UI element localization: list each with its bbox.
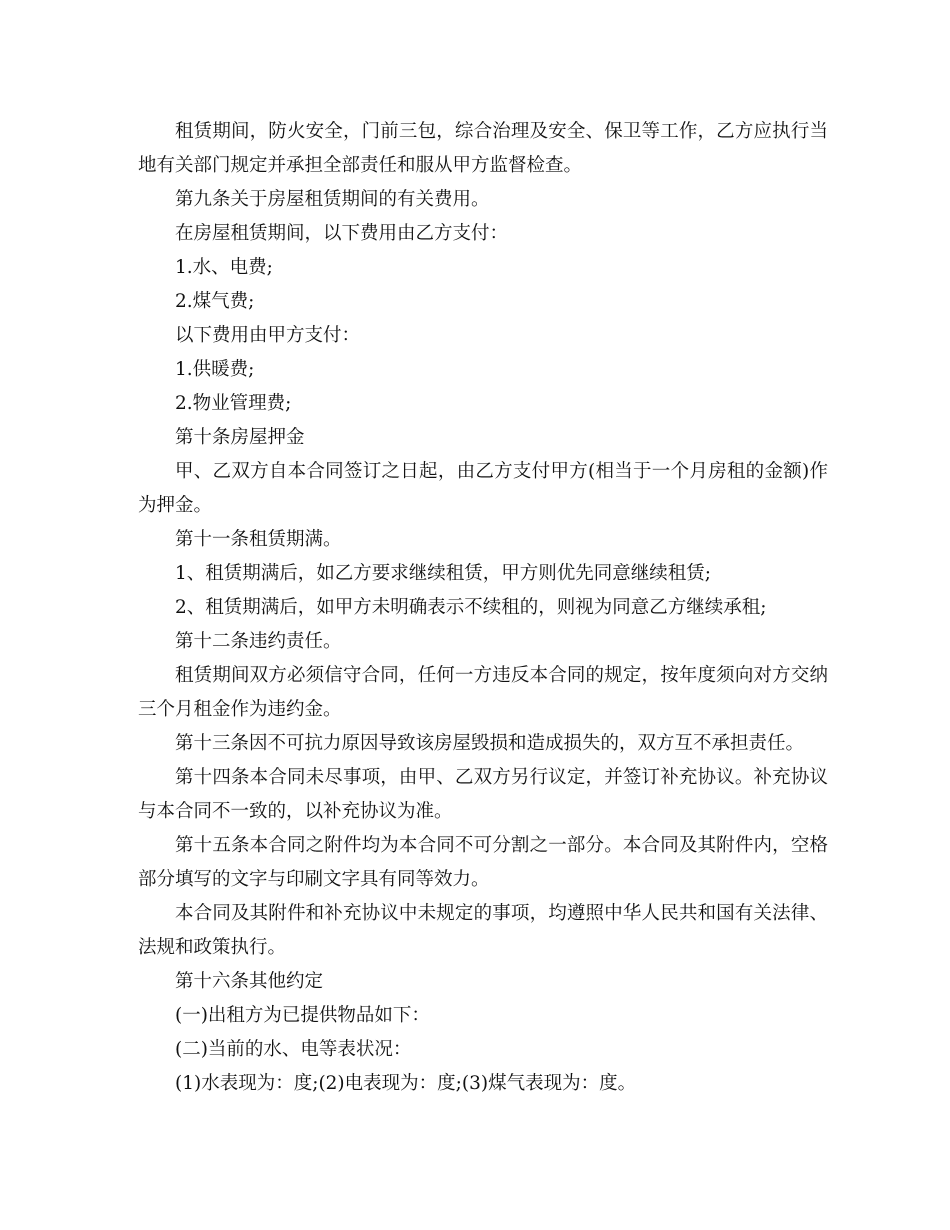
list-item: 2.煤气费; [175,291,255,312]
list-item: (一)出租方为已提供物品如下： [175,1005,430,1026]
paragraph: 本合同及其附件和补充协议中未规定的事项，均遵照中华人民共和国有关法律、法规和政策执行。 [138,903,828,958]
article-heading: 第十三条因不可抗力原因导致该房屋毁损和造成损失的，双方互不承担责任。 [175,733,805,754]
contract-body [138,115,828,1101]
list-item: 2.物业管理费; [175,393,292,414]
list-item: 1.水、电费; [175,257,273,278]
article-heading: 第十条房屋押金 [175,427,305,448]
paragraph: 以下费用由甲方支付： [175,325,361,346]
article-heading: 第十二条违约责任。 [175,631,342,652]
article-heading: 第十六条其他约定 [175,971,324,992]
paragraph: 甲、乙双方自本合同签订之日起，由乙方支付甲方(相当于一个月房租的金额)作为押金。 [138,461,828,516]
article-heading: 第十四条本合同未尽事项，由甲、乙双方另行议定，并签订补充协议。补充协议与本合同不一致的，以补充协议为准。 [138,767,828,822]
article-heading: 第十一条租赁期满。 [175,529,342,550]
paragraph: 租赁期间双方必须信守合同，任何一方违反本合同的规定，按年度须向对方交纳三个月租金作为违约金。 [138,665,828,720]
article-heading: 第九条关于房屋租赁期间的有关费用。 [175,189,490,210]
list-item: 1.供暖费; [175,359,255,380]
list-item: 2、租赁期满后，如甲方未明确表示不续租的，则视为同意乙方继续承租; [175,597,767,618]
list-item: (1)水表现为：度;(2)电表现为：度;(3)煤气表现为：度。 [175,1073,637,1094]
list-item: (二)当前的水、电等表状况： [175,1039,412,1060]
paragraph: 租赁期间，防火安全，门前三包，综合治理及安全、保卫等工作，乙方应执行当地有关部门规定并承担全部责任和服从甲方监督检查。 [138,121,828,176]
list-item: 1、租赁期满后，如乙方要求继续租赁，甲方则优先同意继续租赁; [175,563,712,584]
paragraph: 在房屋租赁期间，以下费用由乙方支付： [175,223,509,244]
article-heading: 第十五条本合同之附件均为本合同不可分割之一部分。本合同及其附件内，空格部分填写的文字与印刷文字具有同等效力。 [138,835,828,890]
